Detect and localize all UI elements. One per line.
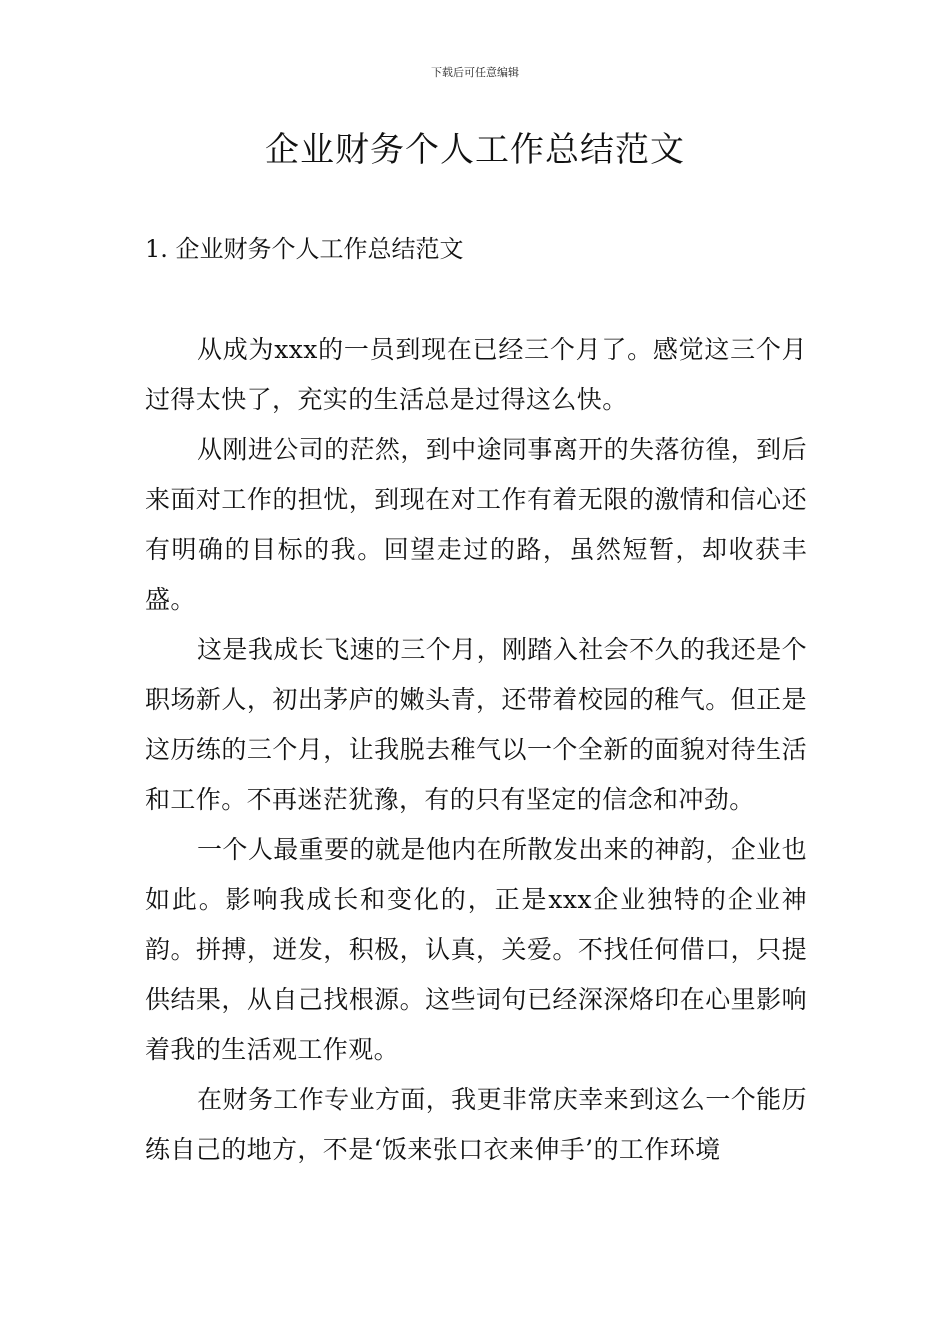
document-title: 企业财务个人工作总结范文 (265, 130, 685, 170)
paragraph: 一个人最重要的就是他内在所散发出来的神韵，企业也如此。影响我成长和变化的，正是xxx企业独特的企业神韵。拼搏，迸发，积极，认真，关爱。不找任何借口，只提供结果，从自己找根源。这些词句已经深深烙印在心里影响着我的生活观工作观。 (145, 835, 807, 1064)
body-text (145, 325, 807, 1175)
paragraph: 在财务工作专业方面，我更非常庆幸来到这么一个能历练自己的地方，不是‘饭来张口衣来伸手’的工作环境 (145, 1085, 807, 1164)
paragraph: 从刚进公司的茫然，到中途同事离开的失落彷徨，到后来面对工作的担忧，到现在对工作有着无限的激情和信心还有明确的目标的我。回望走过的路，虽然短暂，却收获丰盛。 (145, 435, 807, 614)
header-note: 下载后可任意编辑 (431, 66, 519, 79)
paragraph: 这是我成长飞速的三个月，刚踏入社会不久的我还是个职场新人，初出茅庐的嫩头青，还带着校园的稚气。但正是这历练的三个月，让我脱去稚气以一个全新的面貌对待生活和工作。不再迷茫犹豫，有的只有坚定的信念和冲劲。 (145, 635, 807, 814)
section-heading: 1. 企业财务个人工作总结范文 (145, 235, 464, 263)
paragraph: 从成为xxx的一员到现在已经三个月了。感觉这三个月过得太快了，充实的生活总是过得这么快。 (145, 335, 807, 414)
